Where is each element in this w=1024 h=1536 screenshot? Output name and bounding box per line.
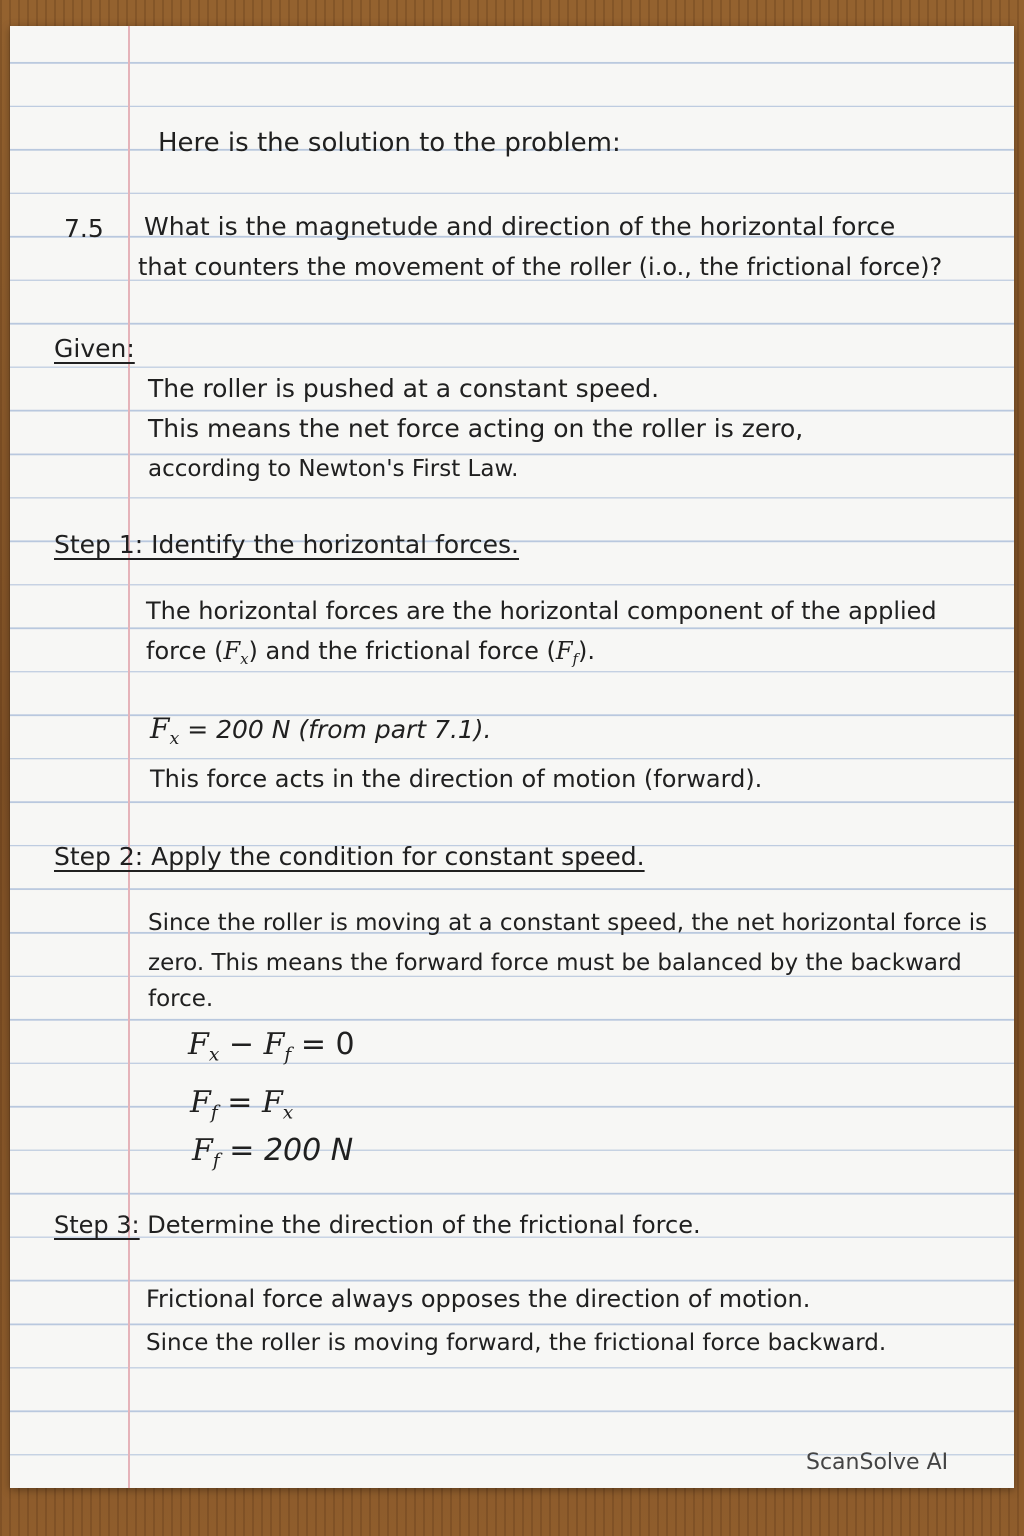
step1-line-3: This force acts in the direction of motion (forward). xyxy=(150,765,763,793)
step2-line-2: zero. This means the forward force must be balanced by the backward xyxy=(148,950,962,976)
equation-2: $F_f = F_x$ xyxy=(190,1085,294,1124)
given-line-3: according to Newton's First Law. xyxy=(148,456,519,482)
ff-symbol: $F_f$ xyxy=(555,637,579,669)
question-number: 7.5 xyxy=(64,214,104,243)
brand-label: ScanSolve AI xyxy=(806,1450,949,1475)
step2-heading: Step 2: Apply the condition for constant speed. xyxy=(54,842,645,871)
given-line-2: This means the net force acting on the roller is zero, xyxy=(148,414,804,443)
intro-text: Here is the solution to the problem: xyxy=(158,128,621,158)
fx-equation: $F_x = 200$ N (from part 7.1). xyxy=(150,712,492,750)
step3-heading: Step 3: Determine the direction of the frictional force. xyxy=(54,1211,701,1239)
step2-line-3: force. xyxy=(148,986,214,1012)
step2-line-1: Since the roller is moving at a constant speed, the net horizontal force is xyxy=(148,910,988,936)
step3-line-2: Since the roller is moving forward, the frictional force backward. xyxy=(146,1330,887,1356)
step1-heading: Step 1: Identify the horizontal forces. xyxy=(54,530,520,559)
step1-line-2: force $(F_x)$ and the frictional force $(F_f)$. xyxy=(146,637,596,669)
question-line-1: What is the magnetude and direction of the horizontal force xyxy=(144,212,896,241)
fx-symbol: $F_x$ xyxy=(223,637,249,669)
question-line-2: that counters the movement of the roller (i.o., the frictional force)? xyxy=(138,253,943,281)
equation-1: $F_x - F_f = 0$ xyxy=(188,1027,355,1066)
notebook-paper xyxy=(10,26,1014,1488)
margin-line xyxy=(128,26,130,1488)
step1-line-1: The horizontal forces are the horizontal component of the applied xyxy=(146,597,937,625)
step3-line-1: Frictional force always opposes the direction of motion. xyxy=(146,1285,811,1313)
given-heading: Given: xyxy=(54,334,135,363)
given-line-1: The roller is pushed at a constant speed. xyxy=(148,374,660,403)
equation-3: $F_f = 200$ N xyxy=(192,1133,354,1172)
